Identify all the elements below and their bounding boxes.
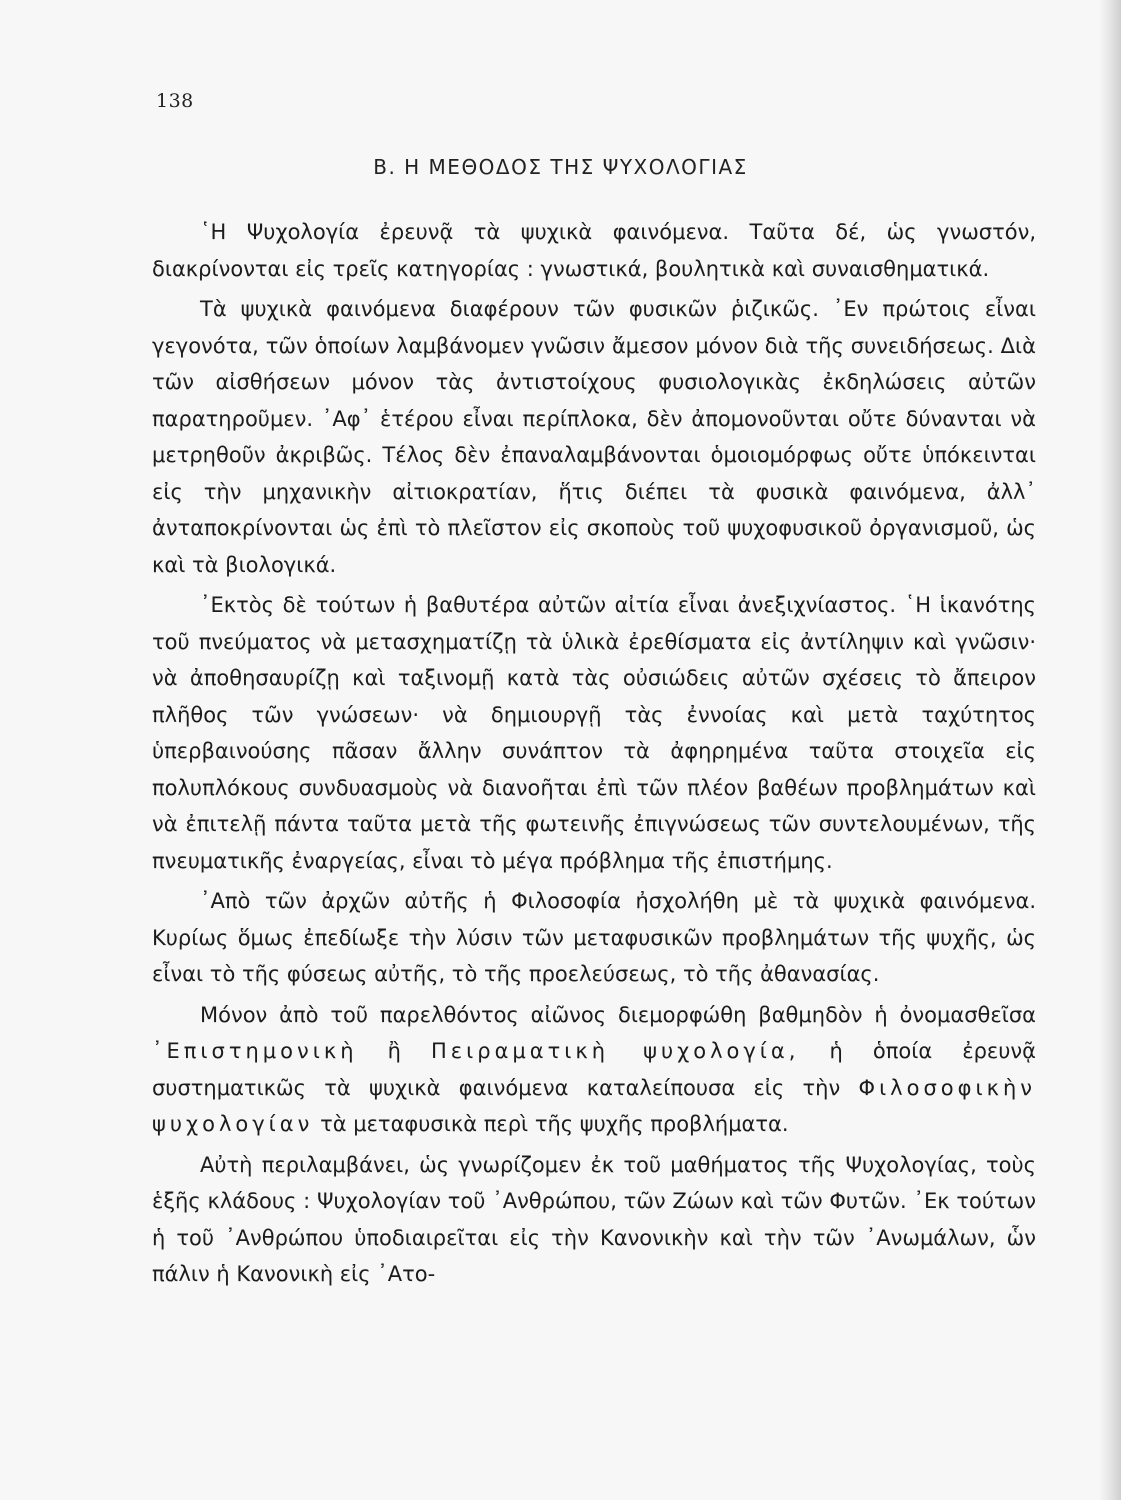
paragraph-5 [152,997,1036,1143]
term-scientific: ᾿Επιστημονικὴ [152,1039,358,1063]
paragraph-1: ῾Η Ψυχολογία ἐρευνᾷ τὰ ψυχικὰ φαινόμενα. Ταῦτα δέ, ὡς γνωστόν, διακρίνονται εἰς τρεῖς κατηγορίας : γνωστικά, βουλητικὰ καὶ συναισθηματικά. [152,220,1036,281]
paragraph-3: ᾿Εκτὸς δὲ τούτων ἡ βαθυτέρα αὐτῶν αἰτία εἶναι ἀνεξιχνίαστος. ῾Η ἱκανότης τοῦ πνεύματος νὰ μετασχηματίζῃ τὰ ὑλικὰ ἐρεθίσματα εἰς ἀντίληψιν καὶ γνῶσιν· νὰ ἀποθησαυρίζῃ καὶ ταξινομῇ κατὰ τὰς οὐσιώδεις αὐτῶν σχέσεις τὸ ἄπειρον πλῆθος τῶν γνώσεων· νὰ δημιουργῇ τὰς ἐννοίας καὶ μετὰ ταχύτητος ὑπερβαινούσης πᾶσαν ἄλλην συνάπτον τὰ ἀφηρημένα ταῦτα στοιχεῖα εἰς πολυπλόκους συνδυασμοὺς νὰ διανοῆται ἐπὶ τῶν πλέον βαθέων προβλημάτων καὶ νὰ ἐπιτελῇ πάντα ταῦτα μετὰ τῆς φωτεινῆς ἐπιγνώσεως τῶν συντελουμένων, τῆς πνευματικῆς ἐναργείας, εἶναι τὸ μέγα πρόβλημα τῆς ἐπιστήμης. [152,593,1036,873]
paragraph-5-text-3: ἡ ὁποία ἐρευνᾷ συστηματικῶς τὰ ψυχικὰ φαινόμενα καταλείπουσα εἰς τὴν [152,1039,1036,1100]
term-philosophical-psychology: Φιλοσοφικὴν ψυχολογίαν [152,1075,1036,1136]
term-experimental-psychology: Πειραματικὴ ψυχολογία, [430,1039,800,1063]
paragraph-5-text-2: ἢ [387,1039,401,1063]
paragraph-6: Αὐτὴ περιλαμβάνει, ὡς γνωρίζομεν ἐκ τοῦ μαθήματος τῆς Ψυχολογίας, τοὺς ἑξῆς κλάδους : Ψυχολογίαν τοῦ ᾿Ανθρώπου, τῶν Ζώων καὶ τῶν Φυτῶν. ᾿Εκ τούτων ἡ τοῦ ᾿Ανθρώπου ὑποδιαιρεῖται εἰς τὴν Κανονικὴν καὶ τὴν τῶν ᾿Ανωμάλων, ὧν πάλιν ἡ Κανονικὴ εἰς ᾿Ατο- [152,1152,1036,1286]
paragraph-4: ᾿Απὸ τῶν ἀρχῶν αὐτῆς ἡ Φιλοσοφία ἠσχολήθη μὲ τὰ ψυχικὰ φαινόμενα. Κυρίως ὅμως ἐπεδίωξε τὴν λύσιν τῶν μεταφυσικῶν προβλημάτων τῆς ψυχῆς, ὡς εἶναι τὸ τῆς φύσεως αὐτῆς, τὸ τῆς προελεύσεως, τὸ τῆς ἀθανασίας. [152,889,1036,986]
page-edge-shadow [1099,0,1121,1500]
paragraph-2: Τὰ ψυχικὰ φαινόμενα διαφέρουν τῶν φυσικῶν ῥιζικῶς. ᾿Εν πρώτοις εἶναι γεγονότα, τῶν ὁποίων λαμβάνομεν γνῶσιν ἄμεσον μόνον διὰ τῆς συνειδήσεως. Διὰ τῶν αἰσθήσεων μόνον τὰς ἀντιστοίχους φυσιολογικὰς ἐκδηλώσεις αὐτῶν παρατηροῦμεν. ᾿Αφ᾿ ἑτέρου εἶναι περίπλοκα, δὲν ἀπομονοῦνται οὔτε δύνανται νὰ μετρηθοῦν ἀκριβῶς. Τέλος δὲν ἐπαναλαμβάνονται ὁμοιομόρφως οὔτε ὑπόκεινται εἰς τὴν μηχανικὴν αἰτιοκρατίαν, ἥτις διέπει τὰ φυσικὰ φαινόμενα, ἀλλ᾿ ἀνταποκρίνονται ὡς ἐπὶ τὸ πλεῖστον εἰς σκοποὺς τοῦ ψυχοφυσικοῦ ὀργανισμοῦ, ὡς καὶ τὰ βιολογικά. [152,297,1036,577]
body-text [152,214,1036,1293]
paragraph-5-text-1: Μόνον ἀπὸ τοῦ παρελθόντος αἰῶνος διεμορφώθη βαθμηδὸν ἡ ὀνομασθεῖσα [200,1002,1036,1027]
paragraph-5-text-4: τὰ μεταφυσικὰ περὶ τῆς ψυχῆς προβλήματα. [320,1112,789,1136]
page-number: 138 [156,90,194,112]
section-title: Β. Η ΜΕΘΟΔΟΣ ΤΗΣ ΨΥΧΟΛΟΓΙΑΣ [373,155,748,179]
